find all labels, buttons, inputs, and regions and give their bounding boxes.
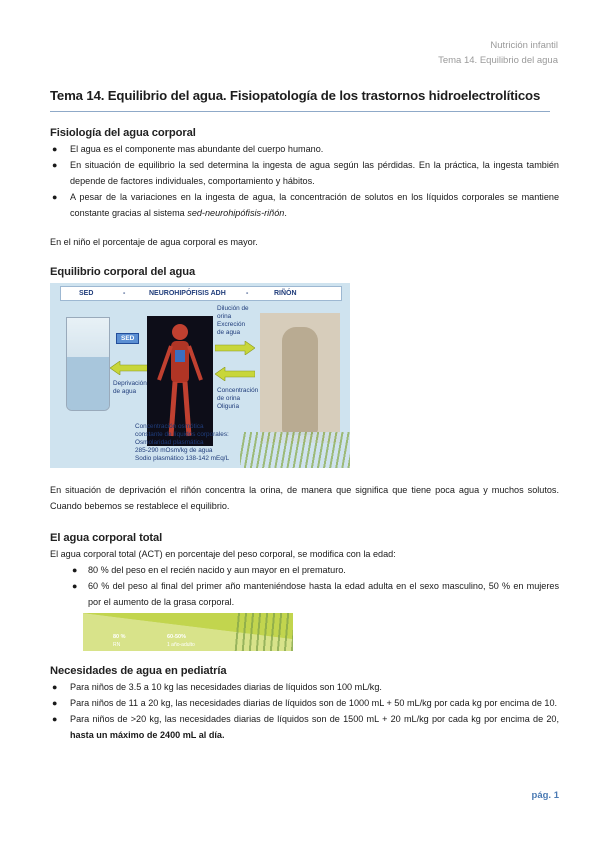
grass-decoration <box>233 613 293 651</box>
glass-water <box>67 357 109 410</box>
bullet-icon: ● <box>52 698 58 708</box>
necesidades-bullet-list <box>50 679 559 743</box>
diagram-header-band <box>60 286 342 301</box>
running-header <box>438 38 558 68</box>
bar-label-newborn-pct: 80 % <box>113 634 126 640</box>
label-osmotic: Concentración osmótica constante de líquidos corporales: Osmolaridad plasmática 285-290 mOsm/kg de agua Sodio plasmático 138-142 mEq/L <box>135 423 230 462</box>
header-topic: Tema 14. Equilibrio del agua <box>438 55 558 66</box>
label-concentracion: Concentración de orina Oliguria <box>217 387 259 410</box>
section-heading-necesidades: Necesidades de agua en pediatría <box>50 665 227 677</box>
statue-image <box>260 313 340 443</box>
bullet-icon: ● <box>52 714 58 724</box>
list-item: ● A pesar de la variaciones en la ingesta de agua, la concentración de solutos en los líquidos corporales se mantiene constante gracias al sistema sed-neurohipófisis-riñón. <box>50 189 559 221</box>
list-item: ● Para niños de 11 a 20 kg, las necesidades diarias de líquidos son de 1000 mL + 50 mL/kg por cada kg por encima de 10. <box>50 695 559 711</box>
fisiologia-bullet-list <box>50 141 559 221</box>
paragraph-nino: En el niño el porcentaje de agua corporal es mayor. <box>50 237 258 247</box>
bullet-icon: ● <box>72 565 78 575</box>
list-item: ● 80 % del peso en el recién nacido y aun mayor en el prematuro. <box>70 562 559 578</box>
water-balance-diagram <box>50 283 350 468</box>
sed-tag: SED <box>116 333 139 344</box>
bullet-icon: ● <box>52 682 58 692</box>
list-item: ● El agua es el componente mas abundante del cuerpo humano. <box>50 141 559 157</box>
band-label-sed: SED <box>79 290 94 297</box>
arrow-left-icon <box>215 367 255 381</box>
list-item: ● Para niños de 3.5 a 10 kg las necesidades diarias de líquidos son 100 mL/kg. <box>50 679 559 695</box>
band-label-kidney: RIÑÓN <box>274 290 297 297</box>
label-deprivacion: Deprivación de agua <box>113 380 147 395</box>
paragraph-deprivacion: En situación de deprivación el riñón concentra la orina, de manera que significa que tiene poca agua y muchos solutos. Cuando bebemos se restablece el equilibrio. <box>50 485 559 511</box>
bullet-icon: ● <box>52 192 58 202</box>
list-item: ● Para niños de >20 kg, las necesidades diarias de líquidos son de 1500 mL + 20 mL/kg por cada kg por encima de 20, hasta un máximo de 2400 mL al día. <box>50 711 559 743</box>
header-course: Nutrición infantil <box>490 40 558 51</box>
arrow-right-icon <box>215 341 255 355</box>
grass-decoration <box>240 432 350 468</box>
section-heading-fisiologia: Fisiología del agua corporal <box>50 127 196 139</box>
list-item: ● En situación de equilibrio la sed determina la ingesta de agua según las pérdidas. En la práctica, la ingesta también depende de factores individuales, comportamiento y hábitos. <box>50 157 559 189</box>
band-dash: - <box>246 290 249 297</box>
arrow-left-icon <box>110 361 150 375</box>
band-dash: - <box>123 290 126 297</box>
body-water-age-bar <box>83 613 293 651</box>
band-label-adh: NEUROHIPÓFISIS ADH <box>149 290 226 297</box>
bullet-icon: ● <box>52 144 58 154</box>
act-bullet-list <box>70 562 559 610</box>
bar-label-adult: 1 año-adulto <box>167 642 195 648</box>
section-heading-act: El agua corporal total <box>50 532 163 544</box>
water-glass-image <box>66 317 110 411</box>
bullet-icon: ● <box>52 160 58 170</box>
page-number: pág. 1 <box>531 790 559 801</box>
bullet-icon: ● <box>72 581 78 591</box>
section-heading-equilibrio: Equilibrio corporal del agua <box>50 266 196 278</box>
paragraph-act-intro: El agua corporal total (ACT) en porcentaje del peso corporal, se modifica con la edad: <box>50 549 396 559</box>
document-title: Tema 14. Equilibrio del agua. Fisiopatología de los trastornos hidroelectrolíticos <box>50 88 541 103</box>
statue-figure <box>282 327 318 435</box>
title-underline <box>50 111 550 112</box>
list-item: ● 60 % del peso al final del primer año manteniéndose hasta la edad adulta en el sexo masculino, 50 % en mujeres por el aumento de la grasa corporal. <box>70 578 559 610</box>
bar-label-newborn: RN <box>113 642 121 648</box>
label-dilucion: Dilución de orina Excreción de agua <box>217 305 249 336</box>
bar-label-adult-pct: 60-50% <box>167 634 186 640</box>
